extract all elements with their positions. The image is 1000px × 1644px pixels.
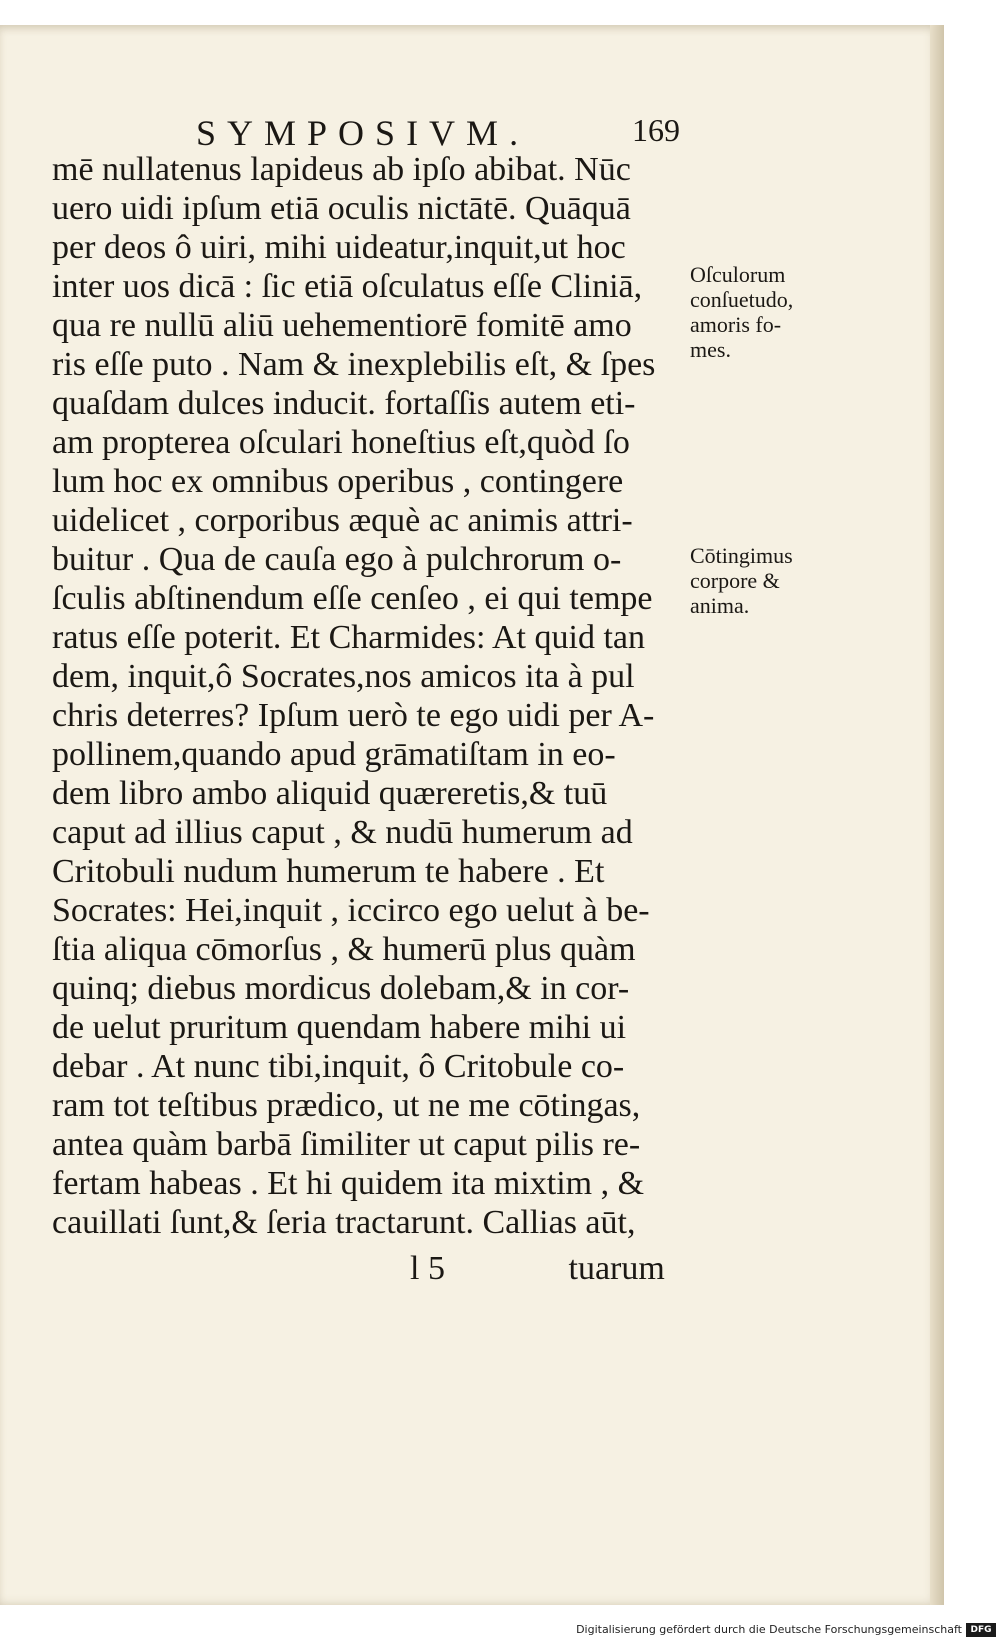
marginal-note [690, 262, 850, 362]
text-line: pollinem,quando apud grāmatiſtam in eo- [52, 736, 616, 773]
text-line: ſtia aliqua cōmorſus , & humerū plus quàm [52, 931, 636, 968]
body-text [52, 150, 692, 1242]
digitization-footer [0, 1620, 1000, 1644]
text-line: mē nullatenus lapideus ab ipſo abibat. Nūc [52, 151, 631, 188]
text-line: ram tot teſtibus prædico, ut ne me cōtingas, [52, 1087, 641, 1124]
text-line: de uelut pruritum quendam habere mihi ui [52, 1009, 627, 1046]
text-line: fertam habeas . Et hi quidem ita mixtim , & [52, 1165, 645, 1202]
page-edge [930, 25, 944, 1605]
signature-mark: l 5 [410, 1250, 445, 1287]
marginal-note-line: Cōtingimus [690, 543, 793, 568]
text-line: quinq; diebus mordicus dolebam,& in cor- [52, 970, 630, 1007]
signature-line [410, 1250, 665, 1288]
text-line: Socrates: Hei,inquit , iccirco ego uelut à be- [52, 892, 650, 929]
marginal-note-line: amoris fo- [690, 312, 782, 337]
text-line: inter uos dicā : ſic etiā oſculatus eſſe Cliniā, [52, 268, 643, 305]
text-line: chris deterres? Ipſum uerò te ego uidi per A- [52, 697, 655, 734]
dfg-logo: DFG [966, 1623, 996, 1637]
text-line: qua re nullū aliū uehementiorē fomitē amo [52, 307, 632, 344]
marginal-note [690, 543, 850, 618]
marginal-note-line: Oſculorum [690, 262, 786, 287]
page-number: 169 [632, 112, 680, 148]
text-line: ratus eſſe poterit. Et Charmides: At quid tan [52, 619, 645, 656]
text-line: uidelicet , corporibus æquè ac animis attri- [52, 502, 633, 539]
catchword: tuarum [568, 1250, 665, 1287]
text-line: lum hoc ex omnibus operibus , contingere [52, 463, 624, 500]
marginal-note-line: mes. [690, 337, 731, 362]
text-line: ſculis abſtinendum eſſe cenſeo , ei qui tempe [52, 580, 653, 617]
marginal-note-line: conſuetudo, [690, 287, 794, 312]
text-line: per deos ô uiri, mihi uideatur,inquit,ut hoc [52, 229, 626, 266]
text-line: dem libro ambo aliquid quæreretis,& tuū [52, 775, 608, 812]
text-line: antea quàm barbā ſimiliter ut caput pilis re- [52, 1126, 641, 1163]
text-line: dem, inquit,ô Socrates,nos amicos ita à pul [52, 658, 635, 695]
text-line: ris eſſe puto . Nam & inexplebilis eſt, & ſpes [52, 346, 656, 383]
text-line: quaſdam dulces inducit. fortaſſis autem eti- [52, 385, 636, 422]
running-head: SYMPOSIVM. [196, 113, 530, 153]
text-line: cauillati ſunt,& ſeria tractarunt. Callias aūt, [52, 1204, 636, 1241]
text-line: am propterea oſculari honeſtius eſt,quòd ſo [52, 424, 630, 461]
funding-credit: Digitalisierung gefördert durch die Deutsche Forschungsgemeinschaft [576, 1623, 962, 1636]
text-line: caput ad illius caput , & nudū humerum ad [52, 814, 633, 851]
text-line: debar . At nunc tibi,inquit, ô Critobule co- [52, 1048, 625, 1085]
text-line: buitur . Qua de cauſa ego à pulchrorum o- [52, 541, 622, 578]
marginal-note-line: anima. [690, 593, 750, 618]
text-line: Critobuli nudum humerum te habere . Et [52, 853, 605, 890]
marginal-note-line: corpore & [690, 568, 780, 593]
text-line: uero uidi ipſum etiā oculis nictātē. Quāquā [52, 190, 631, 227]
